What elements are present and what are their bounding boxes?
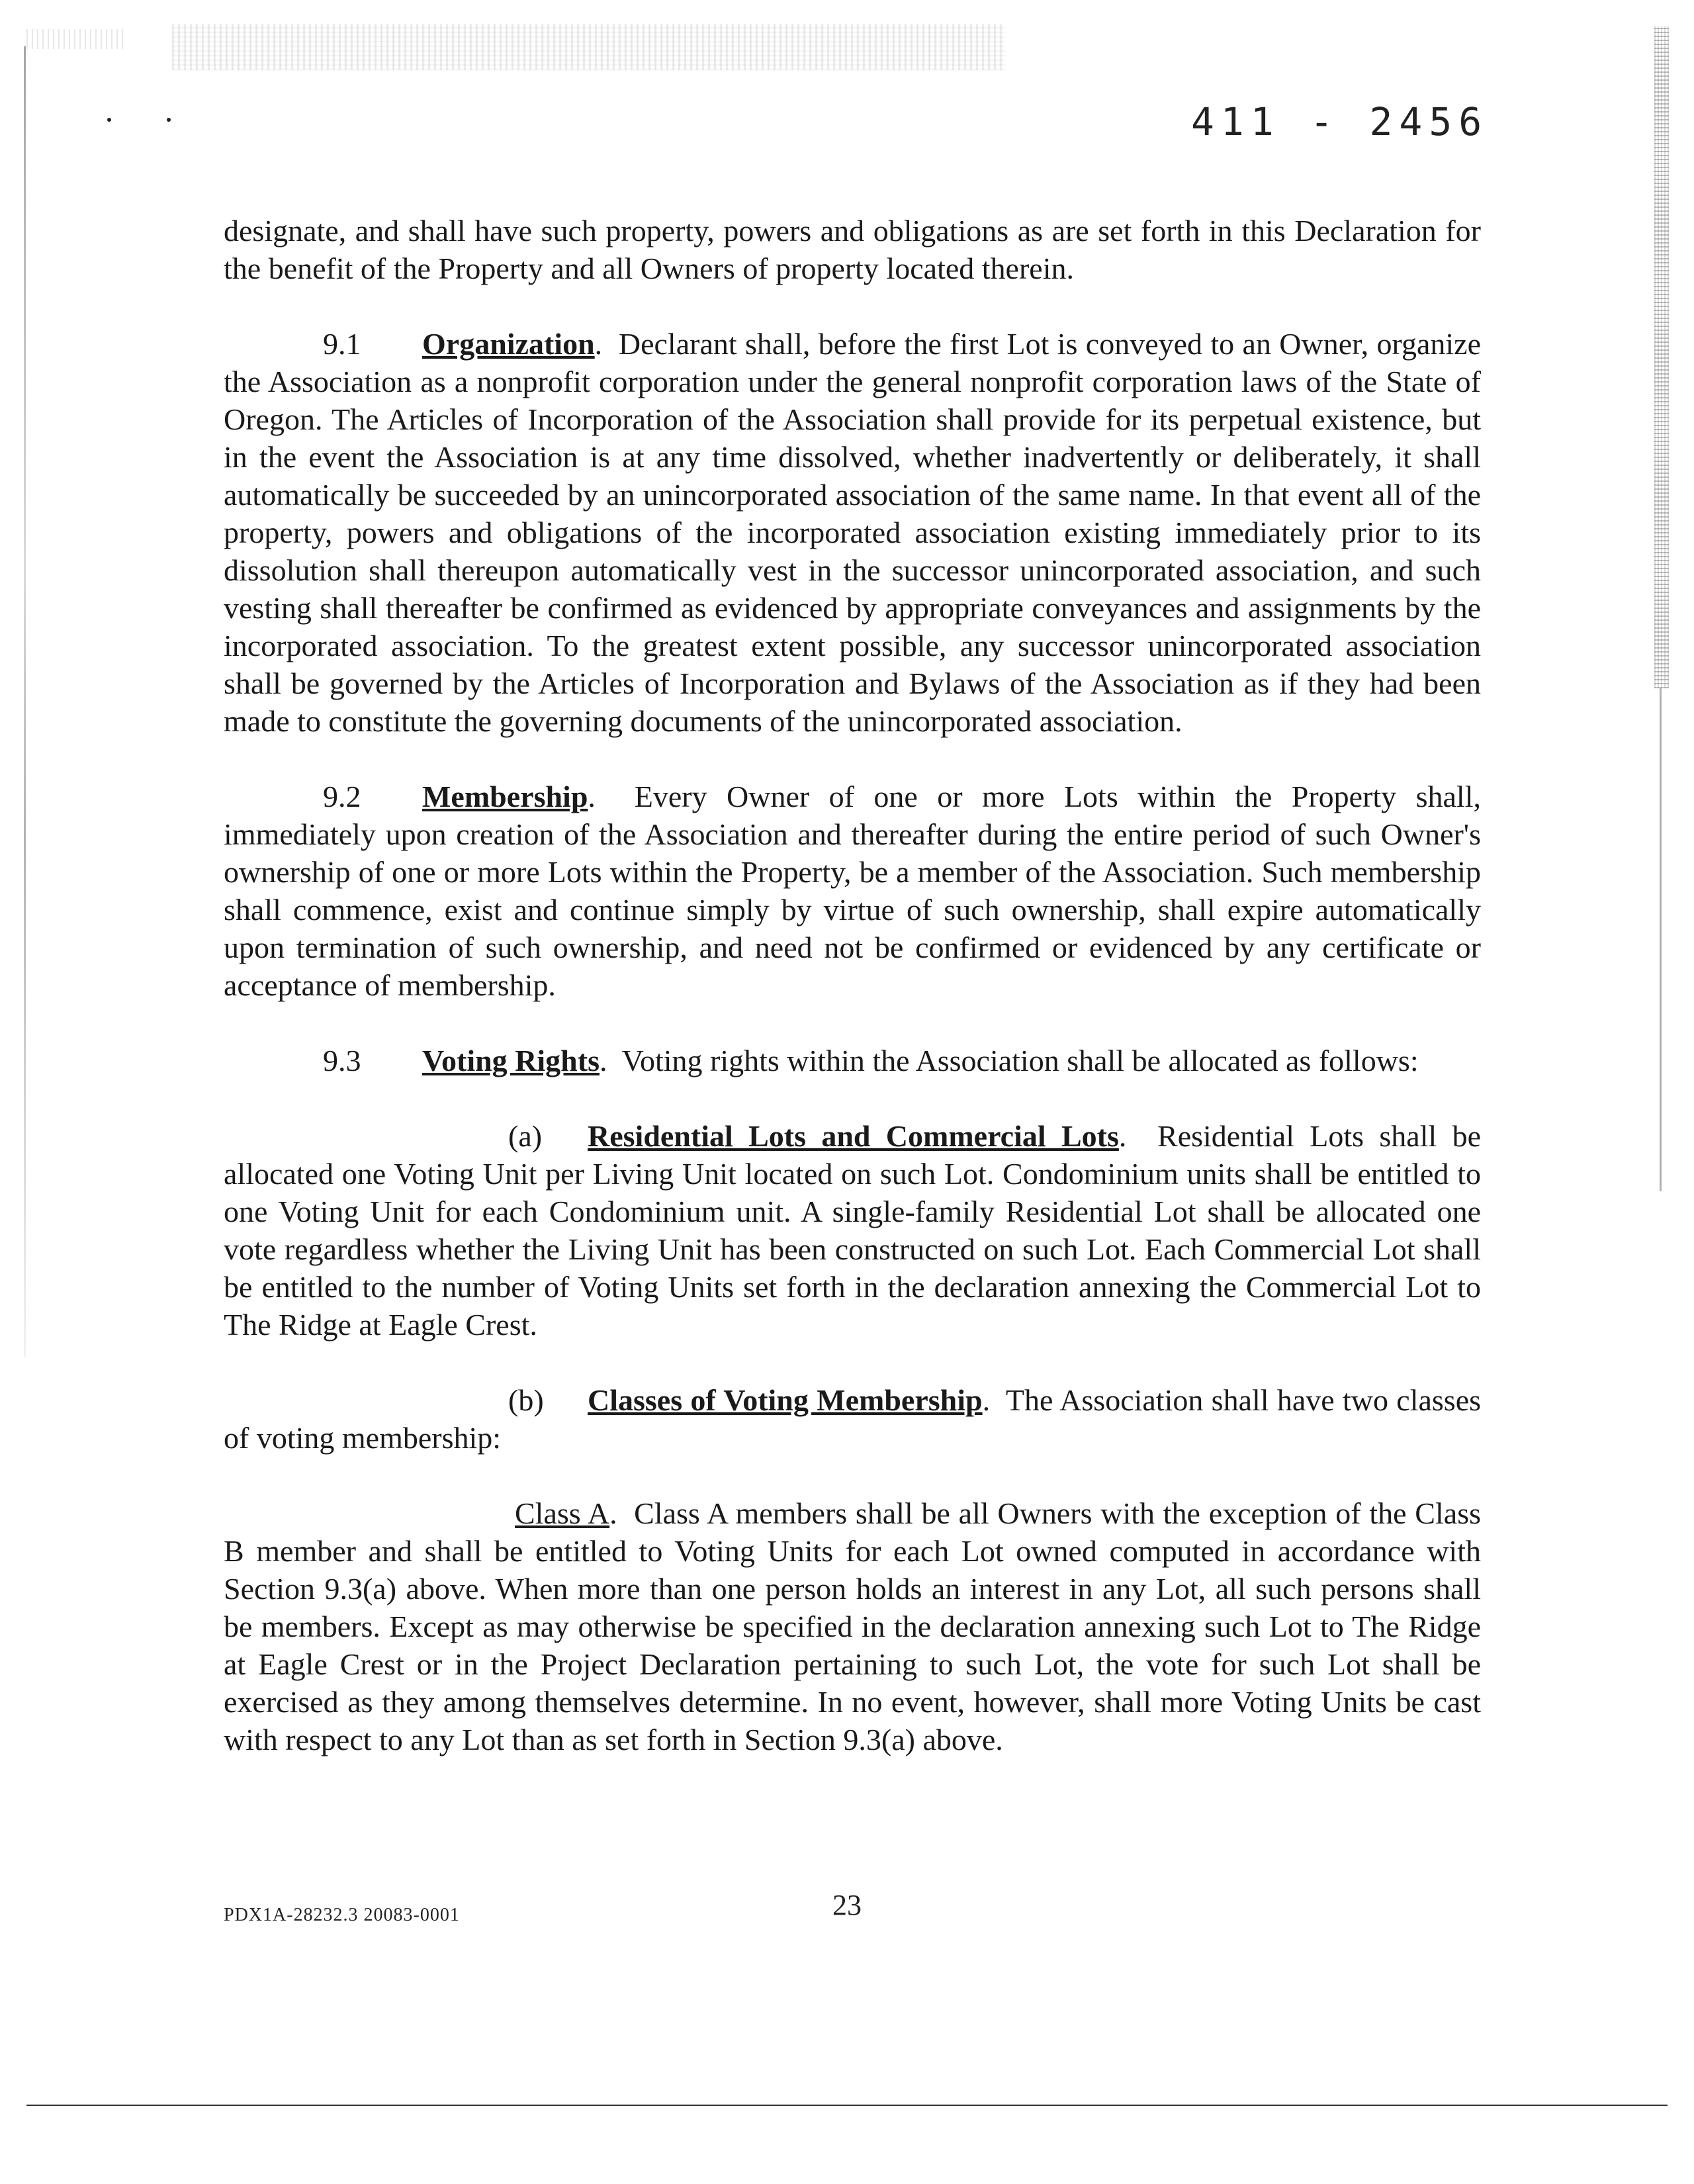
section-number: 9.3: [323, 1044, 361, 1077]
subsection-heading: Residential Lots and Commercial Lots: [588, 1119, 1119, 1153]
section-text: Every Owner of one or more Lots within the Property shall, immediately upon creation of the Association and thereafter during the entire period of such Owner's ownership of one or more Lots within the Property, be a member of the Association. Such membership shall commence, exist and continue simply by virtue of such ownership, shall expire automatically upon termination of such ownership, and need not be confirmed or evidenced by any certificate or acceptance of membership.: [224, 780, 1481, 1002]
section-9-3: 9.3 Voting Rights. Voting rights within the Association shall be allocated as follows:: [224, 1042, 1481, 1079]
scan-dot: [107, 118, 111, 122]
section-number: 9.2: [323, 780, 361, 813]
subsection-heading: Classes of Voting Membership: [588, 1383, 983, 1417]
subsection-b: (b) Classes of Voting Membership. The Association shall have two classes of voting membership:: [224, 1381, 1481, 1457]
class-a-heading: Class A: [515, 1496, 610, 1530]
scan-left-edge: [24, 46, 26, 1357]
scan-noise-left: [26, 29, 126, 49]
scan-right-edge-line: [1660, 688, 1662, 1191]
class-a-text: Class A members shall be all Owners with the exception of the Class B member and shall be entitled to Voting Units for each Lot owned computed in accordance with Section 9.3(a) above. When more than one person holds an interest in any Lot, all such persons shall be members. Except as may otherwise be specified in the declaration annexing such Lot to The Ridge at Eagle Crest or in the Project Declaration pertaining to such Lot, the vote for such Lot shall be exercised as they among themselves determine. In no event, however, shall more Voting Units be cast with respect to any Lot than as set forth in Section 9.3(a) above.: [224, 1496, 1481, 1756]
section-9-1: 9.1 Organization. Declarant shall, before the first Lot is conveyed to an Owner, organize the Association as a nonprofit corporation under the general nonprofit corporation laws of the State of Oregon. The Articles of Incorporation of the Association shall provide for its perpetual existence, but in the event the Association is at any time dissolved, whether inadvertently or deliberately, it shall automatically be succeeded by an unincorporated association of the same name. In that event all of the property, powers and obligations of the incorporated association existing immediately prior to its dissolution shall thereupon automatically vest in the successor unincorporated association, and such vesting shall thereafter be confirmed as evidenced by appropriate conveyances and assignments by the incorporated association. To the greatest extent possible, any successor unincorporated association shall be governed by the Articles of Incorporation and Bylaws of the Association as if they had been made to constitute the governing documents of the unincorporated association.: [224, 325, 1481, 740]
scan-dot: [167, 118, 171, 122]
scan-bottom-rule: [26, 2105, 1668, 2106]
scan-right-edge: [1654, 26, 1669, 688]
page-number: 23: [832, 1889, 862, 1921]
subsection-text: The Association shall have two classes of voting membership:: [224, 1383, 1482, 1455]
subsection-text: Residential Lots shall be allocated one Voting Unit per Living Unit located on such Lot. Condominium units shall be entitled to one Voting Unit for each Condominium unit. A single-family Residential Lot shall be allocated one vote regardless whether the Living Unit has been constructed on such Lot. Each Commercial Lot shall be entitled to the number of Voting Units set forth in the declaration annexing the Commercial Lot to The Ridge at Eagle Crest.: [224, 1119, 1482, 1342]
section-heading: Voting Rights: [422, 1044, 600, 1077]
recording-stamp: 411 - 2456: [1191, 99, 1489, 144]
document-code: PDX1A-28232.3 20083-0001: [224, 1905, 460, 1925]
section-9-2: 9.2 Membership. Every Owner of one or more Lots within the Property shall, immediately upon creation of the Association and thereafter during the entire period of such Owner's ownership of one or more Lots within the Property, be a member of the Association. Such membership shall commence, exist and continue simply by virtue of such ownership, shall expire automatically upon termination of such ownership, and need not be confirmed or evidenced by any certificate or acceptance of membership.: [224, 778, 1481, 1004]
subsection-a: (a) Residential Lots and Commercial Lots. Residential Lots shall be allocated one Voting Unit per Living Unit located on such Lot. Condominium units shall be entitled to one Voting Unit for each Condominium unit. A single-family Residential Lot shall be allocated one vote regardless whether the Living Unit has been constructed on such Lot. Each Commercial Lot shall be entitled to the number of Voting Units set forth in the declaration annexing the Commercial Lot to The Ridge at Eagle Crest.: [224, 1117, 1481, 1343]
class-a-paragraph: Class A. Class A members shall be all Owners with the exception of the Class B member and shall be entitled to Voting Units for each Lot owned computed in accordance with Section 9.3(a) above. When more than one person holds an interest in any Lot, all such persons shall be members. Except as may otherwise be specified in the declaration annexing such Lot to The Ridge at Eagle Crest or in the Project Declaration pertaining to such Lot, the vote for such Lot shall be exercised as they among themselves determine. In no event, however, shall more Voting Units be cast with respect to any Lot than as set forth in Section 9.3(a) above.: [224, 1496, 1481, 1756]
document-body: [224, 212, 1481, 1796]
intro-paragraph: designate, and shall have such property, powers and obligations as are set forth in this Declaration for the benefit of the Property and all Owners of property located therein.: [224, 214, 1481, 285]
section-heading: Membership: [422, 780, 588, 813]
subsection-label: (b): [508, 1383, 544, 1417]
scan-noise-top: [172, 24, 1006, 70]
section-text: Declarant shall, before the first Lot is conveyed to an Owner, organize the Association as a nonprofit corporation under the general nonprofit corporation laws of the State of Oregon. The Articles of Incorporation of the Association shall provide for its perpetual existence, but in the event the Association is at any time dissolved, whether inadvertently or deliberately, it shall automatically be succeeded by an unincorporated association of the same name. In that event all of the property, powers and obligations of the incorporated association existing immediately prior to its dissolution shall thereupon automatically vest in the successor unincorporated association, and such vesting shall thereafter be confirmed as evidenced by appropriate conveyances and assignments by the incorporated association. To the greatest extent possible, any successor unincorporated association shall be governed by the Articles of Incorporation and Bylaws of the Association as if they had been made to constitute the governing documents of the unincorporated association.: [224, 327, 1481, 738]
section-text: Voting rights within the Association shall be allocated as follows:: [621, 1044, 1419, 1077]
section-number: 9.1: [323, 327, 361, 361]
subsection-label: (a): [508, 1119, 543, 1153]
section-heading: Organization: [422, 327, 595, 361]
